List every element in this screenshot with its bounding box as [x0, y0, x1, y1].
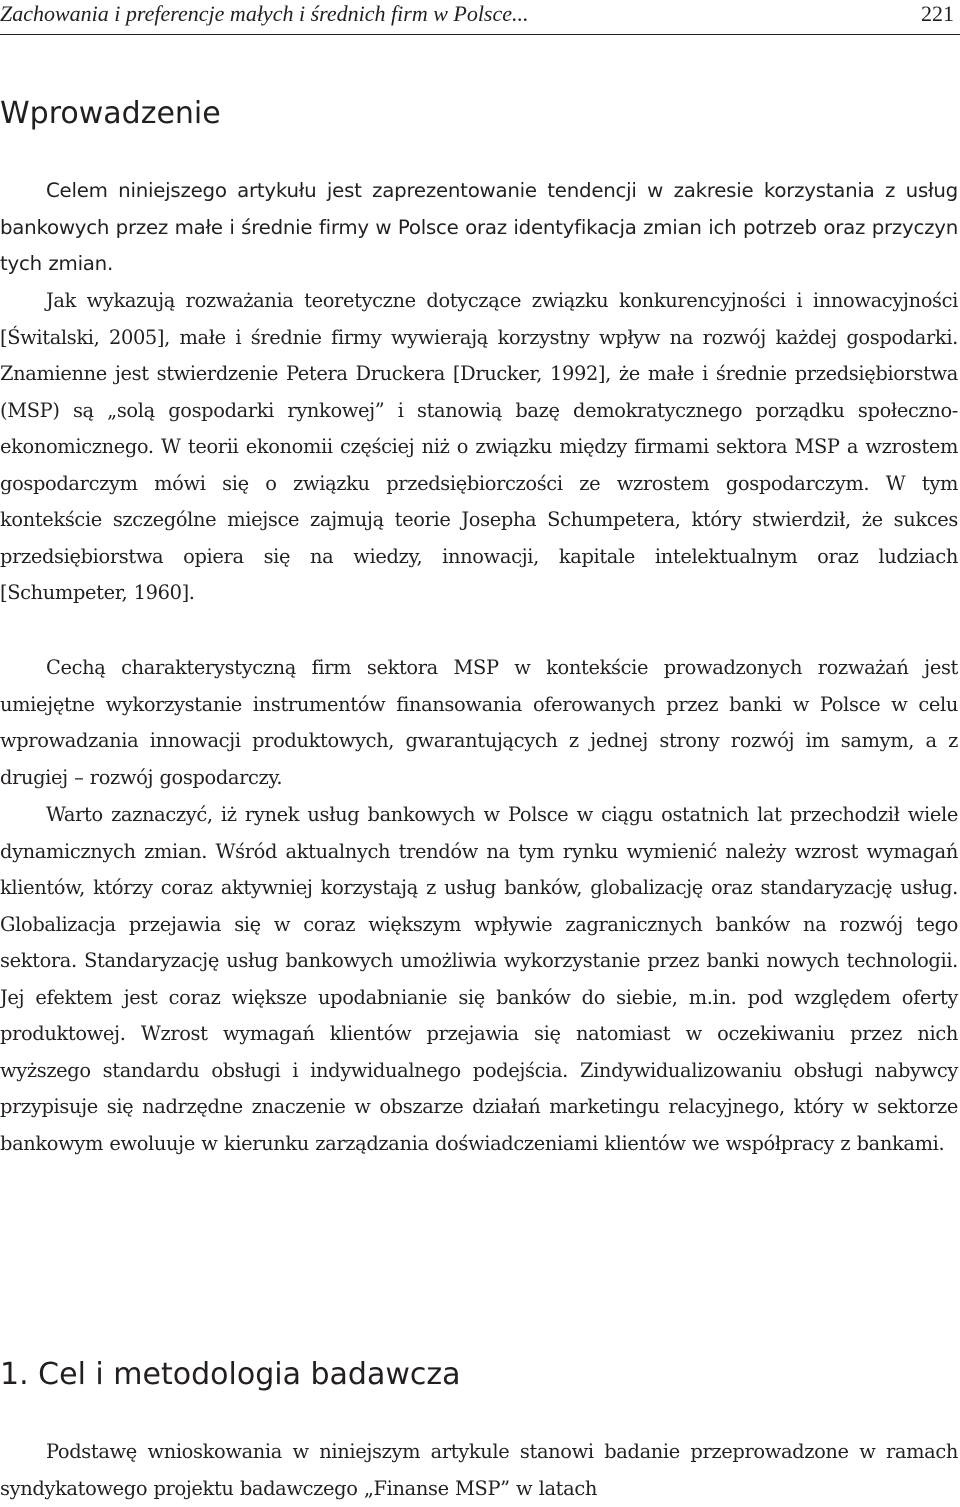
paragraph-theory: Jak wykazują rozważania teoretyczne dotyczące związku konkurencyjności i innowacyjności [Świtalski, 2005], małe i średnie firmy wywierają korzystny wpływ na rozwój każdej gospodarki. Znamienne jest stwierdzenie Petera Druckera [Drucker, 1992], że małe i średnie przedsiębiorstwa (MSP) są „solą gospodarki rynkowej” i stanowią bazę demokratycznego porządku społeczno-ekonomicznego. W teorii ekonomii częściej niż o związku między firmami sektora MSP a wzrostem gospodarczym mówi się o związku przedsiębiorczości ze wzrostem gospodarczym. W tym kontekście szczególne miejsce zajmują teorie Josepha Schumpetera, który stwierdził, że sukces przedsiębiorstwa opiera się na wiedzy, innowacji, kapitale intelektualnym oraz ludziach [Schumpeter, 1960].: [0, 289, 958, 604]
running-header: [0, 0, 960, 35]
running-title: Zachowania i preferencje małych i średnich firm w Polsce...: [0, 1, 529, 26]
paragraph-methodology: Podstawę wnioskowania w niniejszym artykule stanowi badanie przeprowadzone w ramach syndykatowego projektu badawczego „Finanse MSP” w latach: [0, 1440, 958, 1500]
paragraph-intro: Celem niniejszego artykułu jest zaprezentowanie tendencji w zakresie korzystania z usług bankowych przez małe i średnie firmy w Polsce oraz identyfikacja zmian ich potrzeb oraz przyczyn tych zmian.: [0, 179, 958, 275]
section-heading-methodology: 1. Cel i metodologia badawcza: [0, 1357, 461, 1392]
paragraph-msp-characteristics: Cechą charakterystyczną firm sektora MSP w kontekście prowadzonych rozważań jest umiejętne wykorzystanie instrumentów finansowania oferowanych przez banki w Polsce w celu wprowadzania innowacji produktowych, gwarantujących z jednej strony rozwój im samym, a z drugiej – rozwój gospodarczy.: [0, 656, 958, 789]
paragraph-banking-trends: Warto zaznaczyć, iż rynek usług bankowych w Polsce w ciągu ostatnich lat przechodził wiele dynamicznych zmian. Wśród aktualnych trendów na tym rynku wymienić należy wzrost wymagań klientów, którzy coraz aktywniej korzystają z usług banków, globalizację oraz standaryzację usług. Globalizacja przejawia się w coraz większym wpływie zagranicznych banków na rozwój tego sektora. Standaryzację usług bankowych umożliwia wykorzystanie przez banki nowych technologii. Jej efektem jest coraz większe upodabnianie się banków do siebie, m.in. pod względem oferty produktowej. Wzrost wymagań klientów przejawia się natomiast w oczekiwaniu przez nich wyższego standardu obsługi i indywidualnego podejścia. Zindywidualizowaniu obsługi nabywcy przypisuje się nadrzędne znaczenie w obszarze działań marketingu relacyjnego, który w sektorze bankowym ewoluuje w kierunku zarządzania doświadczeniami klientów we współpracy z bankami.: [0, 803, 958, 1155]
section-heading-introduction: Wprowadzenie: [0, 96, 221, 131]
page-number: 221: [921, 1, 954, 26]
